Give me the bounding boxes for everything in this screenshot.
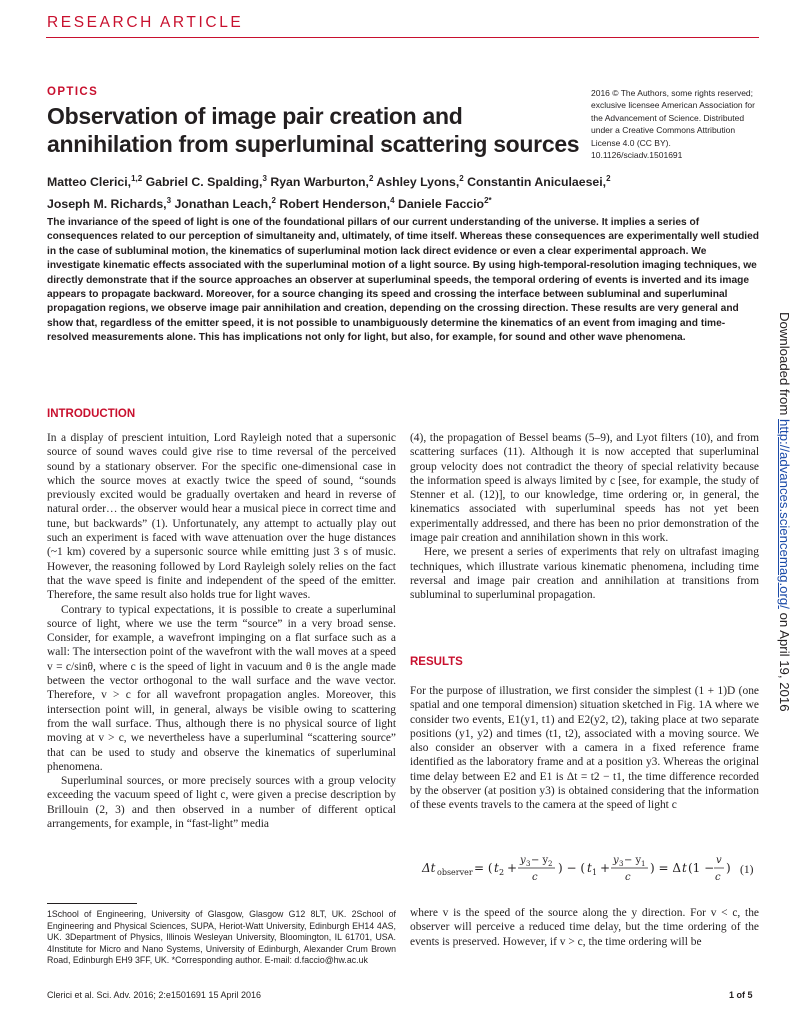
author-affiliation-marker: 2 (271, 195, 276, 205)
sidebar-suffix: on April 19, 2016 (777, 608, 792, 712)
svg-text:t: t (682, 861, 687, 875)
svg-text:y: y (613, 855, 619, 866)
section-label: OPTICS (47, 86, 99, 98)
author-name: Gabriel C. Spalding,$^3$ (145, 174, 267, 190)
svg-text:− y: − y (624, 855, 642, 866)
article-title: Observation of image pair creation and annihilation from superluminal scattering sources (47, 103, 580, 157)
svg-text:c: c (625, 872, 631, 883)
intro-paragraph-2: Contrary to typical expectations, it is possible to create a superluminal source of light, where we use the term “source” in a very broad sense. Consider, for example, a wavefront impinging on a flat surface such as a wall: The intersection point of the wavefront with the wall moves at a speed v = c/sinθ, where c is the speed of light in vacuum and θ is the angle made between the vector orthogonal to the wall surface and the wave vector. Therefore, v > c for all wavefront propagation angles. Moreover, this intersection point will, in general, always be visible owing to scattering from the wall surface. Thus, although there is no physical source of light moving at v > c, we nevertheless have a superluminal “scattering source” that can be used to study and observe the kinematics of superluminal phenomena. (47, 603, 396, 773)
author-affiliation-marker: 3 (166, 195, 172, 205)
author-name: Daniele Faccio$^{2*}$ (397, 195, 492, 211)
author-list (47, 170, 762, 213)
intro-paragraph-3: Superluminal sources, or more precisely sources with a group velocity exceeding the vacuum speed of light c, were given a precise description by Brillouin (2, 3) and then observed in a number of different optical arrangements, for example, in “fast-light” media (47, 775, 396, 831)
svg-text:) − (: ) − ( (558, 861, 586, 875)
equation-graphic (410, 848, 740, 888)
right-column-top (410, 431, 759, 603)
download-sidebar (770, 312, 792, 872)
svg-text:c: c (532, 872, 538, 883)
svg-text:t: t (494, 861, 499, 875)
header-rule (46, 37, 759, 38)
page-number: 1 of 5 (729, 990, 753, 1000)
svg-text:Δt: Δt (422, 861, 436, 875)
author-affiliation-marker: 3 (262, 174, 267, 183)
author-affiliation-marker: 4 (390, 195, 395, 205)
author-name: Ryan Warburton,$^2$ (270, 174, 374, 190)
svg-text:3: 3 (619, 860, 624, 868)
license-notice: 2016 © The Authors, some rights reserved; exclusive licensee American Association for the Advancement of Science. Distributed under a Creative Commons Attribution License 4.0 (CC BY). 10.1126/sciadv.1501691 (591, 88, 755, 161)
author-name: Jonathan Leach,$^2$ (174, 195, 276, 211)
svg-text:observer: observer (437, 868, 473, 877)
author-name: Joseph M. Richards,$^3$ (47, 195, 172, 211)
results-paragraph-1: For the purpose of illustration, we first consider the simplest (1 + 1)D (one spatial and one temporal dimension) situation sketched in Fig. 1A where we consider two events, E1(y1, t1) and E2(y2, t2), taking place at two separate positions (y1, y2) and times (t1, t2), associated with a moving source. We also consider an observer with a camera in a fixed reference frame identified as the laboratory frame and at a position y3. Whereas the original time delay between E2 and E1 is Δt = t2 − t1, the time difference recorded by the observer (at position y3) is obtained considering that the information of these events travels to the camera at the speed of light c (410, 685, 759, 812)
svg-text:): ) (726, 861, 731, 875)
svg-text:(1 −: (1 − (688, 861, 715, 875)
author-name: Robert Henderson,$^4$ (279, 195, 395, 211)
footer-citation: Clerici et al. Sci. Adv. 2016; 2:e1501691 15 April 2016 (47, 990, 261, 1000)
introduction-heading: INTRODUCTION (47, 408, 136, 420)
svg-text:) = Δ: ) = Δ (650, 861, 682, 875)
sciencemag-link[interactable]: http://advances.sciencemag.org/ (777, 419, 792, 609)
results-heading: RESULTS (410, 656, 463, 668)
svg-text:+: + (600, 861, 611, 875)
author-name: Constantin Aniculaesei,$^2$ (467, 174, 611, 190)
svg-text:y: y (520, 855, 526, 866)
svg-text:= (: = ( (474, 861, 493, 875)
author-affiliation-marker: 2 (368, 174, 374, 183)
author-affiliation-marker: 2 (606, 174, 611, 183)
intro-paragraph-1: In a display of prescient intuition, Lord Rayleigh noted that a supersonic source of sound waves could give rise to time reversal of the perceived sound by a stationary observer. For the specific one-dimensional case in which the source moves at exactly twice the speed of sound, “sounds previously excited would be gradually overtaken and heard in reverse of natural order… the observer would hear a musical piece in correct time and tune, but backwards” (1). Unfortunately, any attempt to actually play out such an experiment is faced with wave attenuation over the huge distances (~1 km) covered by a supersonic source while emitting just 3 s of music. However, the reasoning followed by Lord Rayleigh solely relies on the fact that the wave speed is finite and independent of the speed of the emitter. Therefore, the same result also holds true for light waves. (47, 432, 396, 602)
footnote-rule (47, 903, 137, 904)
equation-1 (410, 848, 760, 884)
svg-text:1: 1 (592, 868, 598, 877)
svg-text:v: v (716, 855, 722, 866)
intro-paragraph-4: (4), the propagation of Bessel beams (5–9), and Lyot filters (10), and from scattering surfaces (11). Although it is now accepted that superluminal group velocity does not contradict the theory of special relativity because the information speed is always limited by c [see, for example, the study of Stenner et al. (12)], to our knowledge, time ordering or, in general, the kinematics associated with superluminal speeds has not yet been experimentally addressed, and there has been no prior demonstration of the image pair creation and annihilation shown in this work. (410, 432, 759, 545)
results-column (410, 684, 759, 813)
author-affiliation-marker: 1,2 (131, 174, 143, 183)
svg-text:c: c (715, 872, 721, 883)
author-name: Ashley Lyons,$^2$ (376, 174, 464, 190)
svg-text:t: t (587, 861, 592, 875)
author-affiliation-marker: 2* (484, 195, 492, 205)
results-paragraph-2: where v is the speed of the source along the y direction. For v < c, the observer will perceive a reduced time delay, but the time ordering of the events is preserved. However, if v > c, the time ordering will be (410, 907, 759, 948)
sidebar-prefix: Downloaded from (777, 312, 792, 420)
svg-text:1: 1 (641, 860, 646, 868)
svg-text:+: + (507, 861, 518, 875)
affiliations-footnote: 1School of Engineering, University of Glasgow, Glasgow G12 8LT, UK. 2School of Engineering and Physical Sciences, SUPA, Heriot-Watt University, Edinburgh EH14 4AS, UK. 3Department of Physics, Illinois Wesleyan University, Bloomington, IL 61701, USA. 4Institute for Micro and Nano Systems, University of Edinburgh, Alexander Crum Brown Road, Edinburgh EH9 3FF, UK. *Corresponding author. E-mail: d.faccio@hw.ac.uk (47, 909, 396, 966)
author-name: Matteo Clerici,$^{1,2}$ (47, 174, 143, 190)
svg-text:3: 3 (526, 860, 531, 868)
author-affiliation-marker: 2 (459, 174, 464, 183)
abstract: The invariance of the speed of light is one of the foundational pillars of our current understanding of the universe. It implies a series of consequences related to our perception of simultaneity and, ultimately, of time itself. Whereas these consequences are experimentally well studied in the case of subluminal motion, the kinematics of superluminal motion lack direct evidence or even a clear experimental approach. We investigate kinematic effects associated with the superluminal motion of a light source. By using high-temporal-resolution imaging techniques, we directly demonstrate that if the source approaches an observer at superluminal speeds, the temporal ordering of events is inverted and its image appears to propagate backward. Moreover, for a source changing its speed and crossing the interface between subluminal and superluminal propagation regions, we observe image pair annihilation and creation, depending on the crossing direction. These results are very general and show that, regardless of the emitter speed, it is not possible to unambiguously determine the kinematics of an event from imaging and time-resolved measurements alone. This has implications not only for light, but also, for example, for sound and other wave phenomena. (47, 217, 760, 344)
left-column (47, 431, 396, 831)
results-column-bottom (410, 906, 759, 949)
svg-text:− y: − y (531, 855, 549, 866)
svg-text:2: 2 (499, 868, 505, 877)
equation-number: (1) (740, 864, 754, 876)
intro-paragraph-5: Here, we present a series of experiments that rely on ultrafast imaging techniques, which illustrate various kinematic phenomena, including time reversal and image pair creation and annihilation at transitions from subluminal to superluminal propagation. (410, 546, 759, 602)
svg-text:2: 2 (548, 860, 553, 868)
article-type-label: RESEARCH ARTICLE (47, 14, 244, 31)
